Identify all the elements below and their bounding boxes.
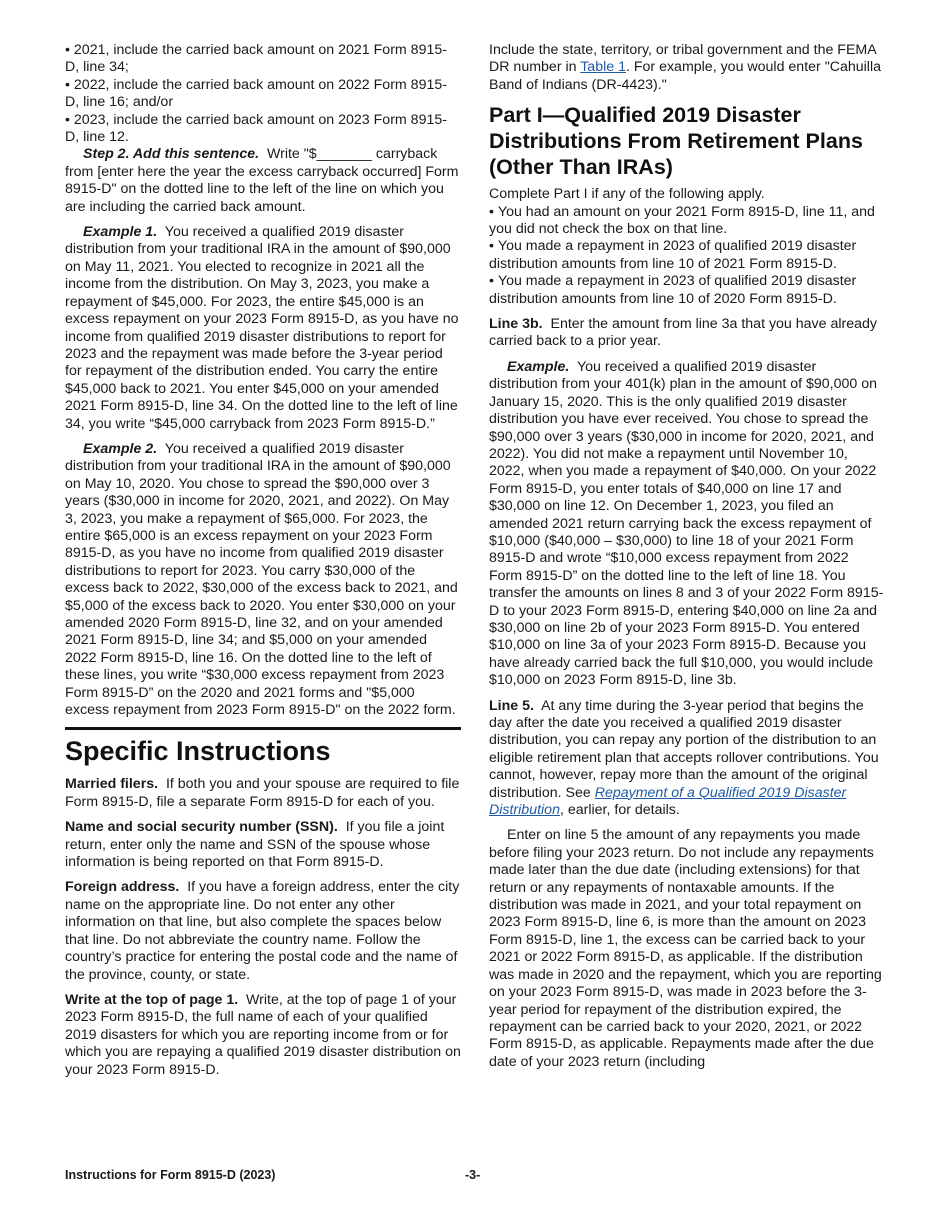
example-text: You received a qualified 2019 disaster distribution from your 401(k) plan in the amount of $90,000 on January 15, 2020. This is the only qualified 2019 disaster distribution you have ever received. You chose to spread the $90,000 over 3 years ($30,000 in income for 2020, 2021, and 2022). You did not make a repayment until November 10, 2022, when you made a repayment of $40,000. On your 2022 Form 8915-D, you enter totals of $40,000 on line 17 and $30,000 on line 12. On December 1, 2023, you filed an amended 2021 return carrying back the excess repayment of $10,000 ($40,000 – $30,000) to line 18 of your 2021 Form 8915-D and wrote “$10,000 excess repayment from 2022 Form 8915-D” on the dotted line to the left of line 18. You transfer the amounts on lines 8 and 3 of your 2022 Form 8915-D to your 2023 Form 8915-D, entering $40,000 on line 2a and $30,000 on line 2b of your 2023 Form 8915-D. You entered $10,000 on line 3a of your 2023 Form 8915-D. Because you have already carried back the full $10,000, you would include $10,000 on 2023 Form 8915-D, line 3b. xyxy=(489,358,884,689)
footer-form-title: Instructions for Form 8915-D (2023) xyxy=(65,1168,276,1182)
line3b-label: Line 3b. xyxy=(489,316,543,333)
bullet-2022: • 2022, include the carried back amount on 2022 Form 8915-D, line 16; and/or xyxy=(65,77,461,112)
example1-text: You received a qualified 2019 disaster distribution from your traditional IRA in the amount of $90,000 on May 11, 2021. You elected to recognize in 2021 all the income from the distribution. On May 3, 2023, you make a repayment of $45,000. For 2023, the entire $45,000 is an excess repayment on your 2023 Form 8915-D, as you have no income from qualified 2019 disaster distributions to report for 2023 and the repayment was made before the 3-year period for repayment of the distribution ended. You carry the entire $45,000 back to 2021. You enter $45,000 on your amended 2021 Form 8915-D, line 34. On the dotted line to the left of line 34, you write “$45,000 carryback from 2023 Form 8915-D.” xyxy=(65,224,459,432)
step2-label: Step 2. Add this sentence. xyxy=(83,146,260,163)
line5-post: , earlier, for details. xyxy=(559,802,680,819)
left-column xyxy=(65,42,461,1087)
bullet-2021: • 2021, include the carried back amount on 2021 Form 8915-D, line 34; xyxy=(65,42,461,77)
table1-link[interactable]: Table 1 xyxy=(580,59,626,76)
intro-pre: Include the state, territory, or tribal government and the FEMA DR number in xyxy=(489,42,876,76)
example1-paragraph xyxy=(65,224,461,433)
line5-text: At any time during the 3-year period that begins the day after the date you received a qualified 2019 disaster distribution, you can repay any portion of the distribution to an eligible retirement plan that accepts rollover contributions. You cannot, however, repay more than the amount of the original distribution. See xyxy=(489,697,879,801)
line3b-paragraph xyxy=(489,316,885,351)
write-top-label: Write at the top of page 1. xyxy=(65,991,239,1008)
married-filers-paragraph xyxy=(65,776,461,811)
line5-label: Line 5. xyxy=(489,697,534,714)
line5-paragraph xyxy=(489,698,885,820)
intro-paragraph xyxy=(489,42,885,94)
married-filers-label: Married filers. xyxy=(65,776,159,793)
step2-paragraph xyxy=(65,146,461,216)
line3b-text: Enter the amount from line 3a that you have already carried back to a prior year. xyxy=(489,316,878,350)
foreign-address-paragraph xyxy=(65,879,461,983)
footer-page-number: -3- xyxy=(465,1168,481,1182)
part1-heading: Part I—Qualified 2019 Disaster Distributions From Retirement Plans (Other Than IRAs) xyxy=(489,103,863,180)
right-column xyxy=(489,42,885,1071)
part1-bullet-2: • You made a repayment in 2023 of qualified 2019 disaster distribution amounts from line 10 of 2021 Form 8915-D. xyxy=(489,238,885,273)
example2-text: You received a qualified 2019 disaster distribution from your traditional IRA in the amount of $90,000 on May 10, 2020. You chose to spread the $90,000 over 3 years ($30,000 in income for 2020, 2021, and 2022). On May 3, 2023, you make a repayment of $65,000. For 2023, the entire $65,000 is an excess repayment on your 2023 Form 8915-D, as you have no income from qualified 2019 disaster distributions to report for 2023. You carry $30,000 of the excess back to 2022, $30,000 of the excess back to 2021, and $5,000 of the excess back to 2020. You enter $30,000 on your amended 2020 Form 8915-D, line 32, and on your amended 2021 Form 8915-D, line 34; and $5,000 on your amended 2022 Form 8915-D, line 16. On the dotted line to the left of these lines, you write “$30,000 excess repayment from 2023 Form 8915-D” on the 2020 and 2021 forms and "$5,000 excess repayment from 2023 Form 8915-D" on the 2022 form. xyxy=(65,440,458,719)
write-top-text: Write, at the top of page 1 of your 2023 Form 8915-D, the full name of each of your qualified 2019 disasters for which you are reporting income from or for which you are repaying a qualified 2019 disaster distribution on your 2023 Form 8915-D. xyxy=(65,991,461,1078)
specific-instructions-heading: Specific Instructions xyxy=(65,736,331,767)
step2-text: Write "$_______ carryback from [enter here the year the excess carryback occurred] Form 8915-D" on the dotted line to the left of the line on which you are including the carried back amount. xyxy=(65,146,459,215)
part1-intro: Complete Part I if any of the following apply. xyxy=(489,186,765,203)
example2-label: Example 2. xyxy=(83,440,158,457)
section-divider xyxy=(65,727,461,768)
part1-bullet-3: • You made a repayment in 2023 of qualified 2019 disaster distribution amounts from line 10 of 2020 Form 8915-D. xyxy=(489,273,885,308)
part1-bullet-1: • You had an amount on your 2021 Form 8915-D, line 11, and you did not check the box on that line. xyxy=(489,204,885,239)
name-ssn-text: If you file a joint return, enter only the name and SSN of the spouse whose information is being reported on that Form 8915-D. xyxy=(65,819,445,871)
write-top-paragraph xyxy=(65,992,461,1079)
name-ssn-paragraph xyxy=(65,819,461,871)
example2-paragraph xyxy=(65,441,461,720)
name-ssn-label: Name and social security number (SSN). xyxy=(65,819,338,836)
example-paragraph xyxy=(489,359,885,690)
married-filers-text: If both you and your spouse are required to file Form 8915-D, file a separate Form 8915-D for each of you. xyxy=(65,776,460,810)
example-label: Example. xyxy=(507,358,570,375)
foreign-address-label: Foreign address. xyxy=(65,879,180,896)
intro-post: . For example, you would enter "Cahuilla Band of Indians (DR-4423)." xyxy=(489,59,881,93)
enter-line5-paragraph: Enter on line 5 the amount of any repayments you made before filing your 2023 return. Do not include any repayments made later than the due date (including extensions) for that return or any repayments of nontaxable amounts. If the distribution was made in 2021, and your total repayment on 2023 Form 8915-D, line 6, is more than the amount on 2023 Form 8915-D, line 1, the excess can be carried back to your 2021 or 2022 Form 8915-D, as applicable. If the distribution was made in 2020 and the repayment, which you are reporting on your 2023 Form 8915-D, was made in 2023 before the 3-year period for repayment of the distribution expired, the repayment can be carried back to your 2020, 2021, or 2022 Form 8915-D, as applicable. Repayments made after the due date of your 2023 return (including xyxy=(489,827,882,1070)
repayment-link[interactable]: Repayment of a Qualified 2019 Disaster Distribution xyxy=(489,784,847,819)
foreign-address-text: If you have a foreign address, enter the city name on the appropriate line. Do not enter any other information on that line, but also complete the spaces below that line. Do not abbreviate the country name. Follow the country’s practice for entering the postal code and the name of the province, county, or state. xyxy=(65,879,460,983)
example1-label: Example 1. xyxy=(83,224,158,241)
bullet-2023: • 2023, include the carried back amount on 2023 Form 8915-D, line 12. xyxy=(65,112,461,147)
